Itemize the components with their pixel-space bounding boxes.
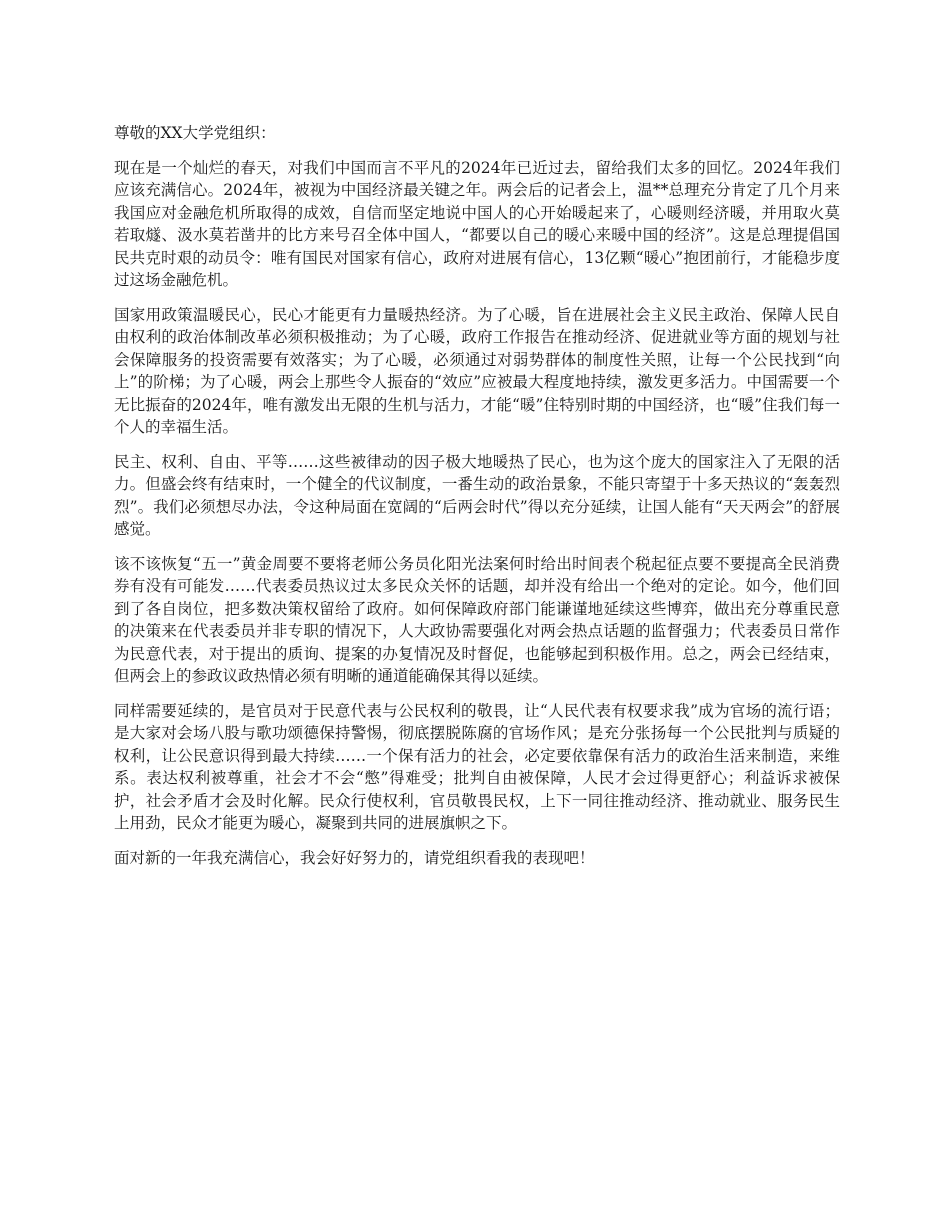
letter-document (114, 122, 840, 881)
paragraph-2: 国家用政策温暖民心，民心才能更有力量暖热经济。为了心暖，旨在进展社会主义民主政治、保障人民自由权利的政治体制改革必须积极推动；为了心暖，政府工作报告在推动经济、促进就业等方面的规划与社会保障服务的投资需要有效落实；为了心暖，必须通过对弱势群体的制度性关照，让每一个公民找到“向上”的阶梯；为了心暖，两会上那些令人振奋的“效应”应被最大程度地持续，激发更多活力。中国需要一个无比振奋的2024年，唯有激发出无限的生机与活力，才能“暖”住特别时期的中国经济，也“暖”住我们每一个人的幸福生活。 (114, 305, 840, 436)
paragraph-4: 该不该恢复“五一”黄金周要不要将老师公务员化阳光法案何时给出时间表个税起征点要不要提高全民消费券有没有可能发……代表委员热议过太多民众关怀的话题，却并没有给出一个绝对的定论。如今，他们回到了各自岗位，把多数决策权留给了政府。如何保障政府部门能谦谨地延续这些博弈，做出充分尊重民意的决策来在代表委员并非专职的情况下，人大政协需要强化对两会热点话题的监督强力；代表委员日常作为民意代表，对于提出的质询、提案的办复情况及时督促，也能够起到积极作用。总之，两会已经结束，但两会上的参政议政热情必须有明晰的通道能确保其得以延续。 (114, 554, 840, 685)
salutation: 尊敬的XX大学党组织： (114, 124, 276, 142)
paragraph-5: 同样需要延续的，是官员对于民意代表与公民权利的敬畏，让“人民代表有权要求我”成为官场的流行语；是大家对会场八股与歌功颂德保持警惕，彻底摆脱陈腐的官场作风；是充分张扬每一个公民批判与质疑的权利，让公民意识得到最大持续……一个保有活力的社会，必定要依靠保有活力的政治生活来制造，来维系。表达权利被尊重，社会才不会“憋”得难受；批判自由被保障，人民才会过得更舒心；利益诉求被保护，社会矛盾才会及时化解。民众行使权利，官员敬畏民权，上下一同往推动经济、推动就业、服务民生上用劲，民众才能更为暖心，凝聚到共同的进展旗帜之下。 (114, 701, 840, 832)
closing-paragraph: 面对新的一年我充满信心，我会好好努力的，请党组织看我的表现吧！ (114, 848, 595, 867)
paragraph-3: 民主、权利、自由、平等……这些被律动的因子极大地暖热了民心，也为这个庞大的国家注入了无限的活力。但盛会终有结束时，一个健全的代议制度，一番生动的政治景象，不能只寄望于十多天热议的“轰轰烈烈”。我们必须想尽办法，令这种局面在宽阔的“后两会时代”得以充分延续，让国人能有“天天两会”的舒展感觉。 (114, 452, 840, 538)
paragraph-1: 现在是一个灿烂的春天，对我们中国而言不平凡的2024年已近过去，留给我们太多的回忆。2024年我们应该充满信心。2024年，被视为中国经济最关键之年。两会后的记者会上，温**总理充分肯定了几个月来我国应对金融危机所取得的成效，自信而坚定地说中国人的心开始暖起来了，心暖则经济暖，并用取火莫若取燧、汲水莫若凿井的比方来号召全体中国人，“都要以自己的暖心来暖中国的经济”。这是总理提倡国民共克时艰的动员令：唯有国民对国家有信心，政府对进展有信心，13亿颗“暖心”抱团前行，才能稳步度过这场金融危机。 (114, 158, 840, 289)
